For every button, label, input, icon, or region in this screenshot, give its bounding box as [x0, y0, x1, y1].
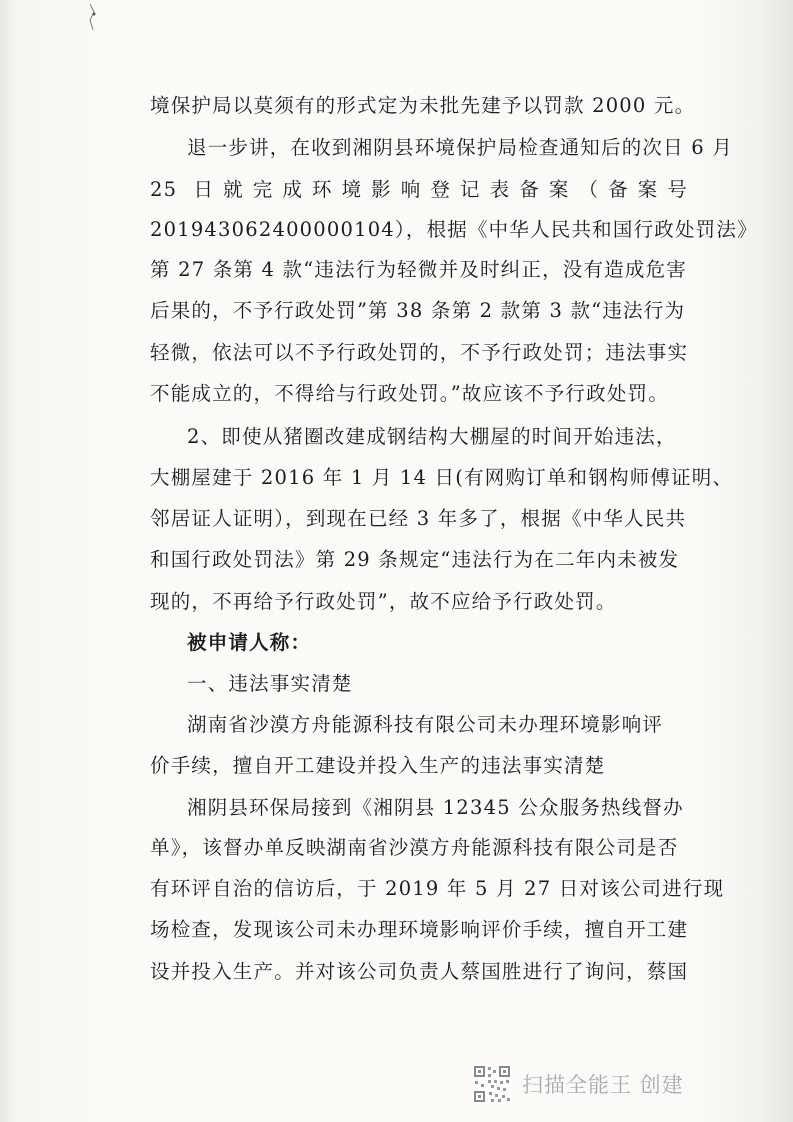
text-line-3: 25 日就完成环境影响登记表备案（备案号 — [150, 178, 688, 201]
text-line-7: 轻微，依法可以不予行政处罚的，不予行政处罚；违法事实 — [150, 341, 689, 364]
text-line-13: 现的，不再给予行政处罚”，故不应给予行政处罚。 — [150, 590, 617, 613]
text-line-16: 湖南省沙漠方舟能源科技有限公司未办理环境影响评 — [187, 713, 664, 736]
text-line-19: 单》，该督办单反映湖南省沙漠方舟能源科技有限公司是否 — [150, 836, 679, 859]
text-line-20: 有环评自治的信访后，于 2019 年 5 月 27 日对该公司进行现 — [150, 877, 725, 900]
text-line-8: 不能成立的，不得给与行政处罚。”故应该不予行政处罚。 — [150, 382, 669, 405]
text-line-21: 场检查，发现该公司未办理环境影响评价手续，擅自开工建 — [150, 918, 689, 941]
text-line-6: 后果的，不予行政处罚”第 38 条第 2 款第 3 款“违法行为 — [150, 299, 686, 322]
text-line-11: 邻居证人证明），到现在已经 3 年多了，根据《中华人民共 — [150, 507, 687, 530]
scanner-watermark — [472, 1064, 722, 1104]
qr-code-icon — [472, 1064, 512, 1104]
text-line-17: 价手续，擅自开工建设并投入生产的违法事实清楚 — [150, 754, 606, 777]
page-edge-mark — [60, 0, 100, 40]
text-line-5: 第 27 条第 4 款“违法行为轻微并及时纠正，没有造成危害 — [150, 258, 687, 281]
text-line-12: 和国行政处罚法》第 29 条规定“违法行为在二年内未被发 — [150, 548, 680, 571]
text-line-10: 大棚屋建于 2016 年 1 月 14 日(有网购订单和钢构师傅证明、 — [150, 466, 734, 489]
watermark-text: 扫描全能王 创建 — [522, 1073, 684, 1097]
text-line-1: 境保护局以莫须有的形式定为未批先建予以罚款 2000 元。 — [150, 94, 696, 117]
section-heading-respondent: 被申请人称： — [187, 631, 312, 654]
text-line-18: 湘阴县环保局接到《湘阴县 12345 公众服务热线督办 — [187, 796, 684, 819]
text-line-22: 设并投入生产。并对该公司负责人蔡国胜进行了询问，蔡国 — [150, 960, 689, 983]
text-line-2: 退一步讲，在收到湘阴县环境保护局检查通知后的次日 6 月 — [187, 136, 733, 159]
subsection-heading-facts: 一、违法事实清楚 — [187, 672, 353, 695]
text-line-9: 2、即使从猪圈改建成钢结构大棚屋的时间开始违法， — [187, 425, 677, 448]
text-line-4: 201943062400000104），根据《中华人民共和国行政处罚法》 — [150, 218, 758, 241]
